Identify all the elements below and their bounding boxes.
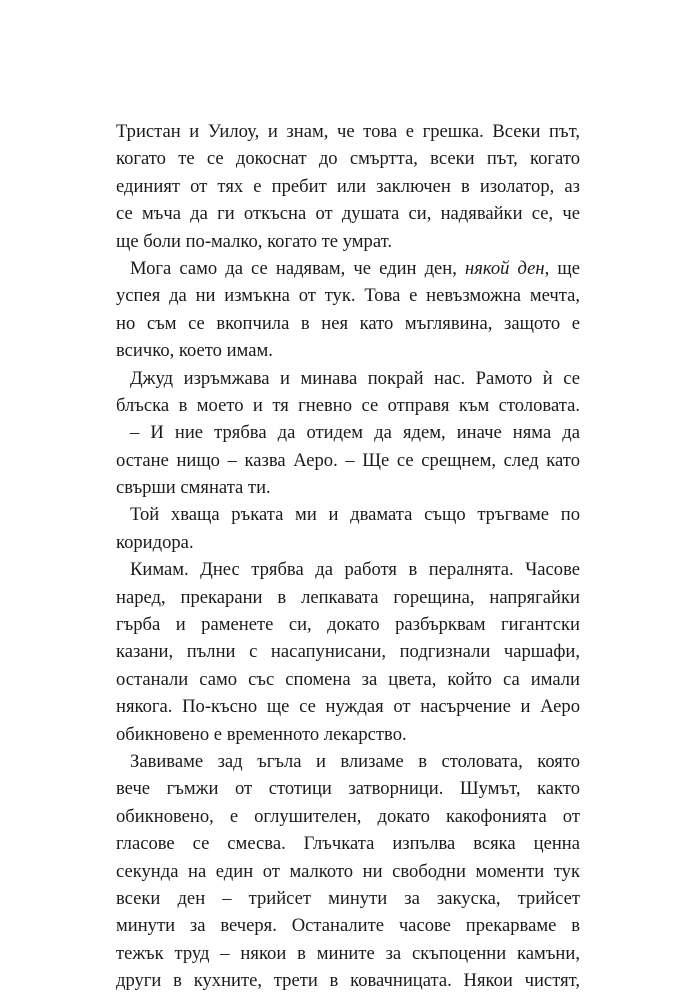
text-line: остане нищо – казва Аеро. – Ще се срещнем, след като [116, 449, 580, 471]
text-line: Тристан и Уилоу, и знам, че това е грешка. Всеки път, [116, 121, 580, 142]
text-line: обикновено, е оглушителен, докато какофонията от [116, 805, 580, 827]
text-line: Той хваща ръката ми и двамата също тръгваме по [130, 504, 580, 526]
text-line: Джуд изръмжава и минава покрай нас. Рамото ѝ се [130, 367, 580, 389]
text-line: Кимам. Днес трябва да работя в пералнята. Часове [130, 559, 580, 581]
text-line: Завиваме зад ъгъла и влизаме в столовата, която [130, 750, 580, 772]
text-line: единият от тях е пребит или заключен в изолатор, аз [116, 175, 580, 197]
text-line: обикновено е временното лекарство. [116, 723, 407, 745]
text-line: ще боли по-малко, когато те умрат. [116, 230, 392, 252]
body-text [116, 118, 580, 995]
text-line: наред, прекарани в лепкавата горещина, напрягайки [116, 586, 580, 608]
text-line: – И ние трябва да отидем да ядем, иначе няма да [130, 422, 580, 444]
emphasis-text: някой ден [465, 257, 545, 279]
text-line: но съм се вкопчила в нея като мъглявина, защото е [116, 312, 580, 334]
text-line: блъска в моето и тя гневно се отправя към столовата. [116, 394, 580, 416]
text-line: успея да ни измъкна от тук. Това е невъзможна мечта, [116, 285, 580, 307]
text-line: вече гъмжи от стотици затворници. Шумът, както [116, 778, 580, 800]
text-line: коридора. [116, 531, 194, 553]
text-line-with-emphasis [116, 255, 580, 282]
text-line: всичко, което имам. [116, 340, 273, 362]
text-line: когато те се докоснат до смъртта, всеки път, когато [116, 148, 580, 170]
text-line: минути за вечеря. Останалите часове прекарваме в [116, 915, 580, 937]
text-segment: , ще [544, 257, 580, 279]
text-line: свърши смяната ти. [116, 477, 271, 499]
text-line: гърба и раменете си, докато разбърквам гигантски [116, 614, 580, 636]
text-line: се мъча да ги откъсна от душата си, надявайки се, че [116, 203, 580, 225]
text-line: останали само със спомена за цвета, който са имали [116, 668, 580, 690]
text-line: тежък труд – някои в мините за скъпоценни камъни, [116, 942, 580, 964]
text-line: казани, пълни с насапунисани, подгизнали чаршафи, [116, 641, 580, 663]
text-segment: Мога само да се надявам, че един ден, [130, 257, 465, 279]
text-line: някога. По-късно ще се нуждая от насърчение и Аеро [116, 696, 580, 718]
text-line: гласове се смесва. Глъчката изпълва всяка ценна [116, 833, 580, 855]
text-line: секунда на един от малкото ни свободни моменти тук [116, 860, 580, 882]
text-line: други в кухните, трети в ковачницата. Някои чистят, [116, 970, 580, 992]
text-line: всеки ден – трийсет минути за закуска, трийсет [116, 887, 580, 909]
